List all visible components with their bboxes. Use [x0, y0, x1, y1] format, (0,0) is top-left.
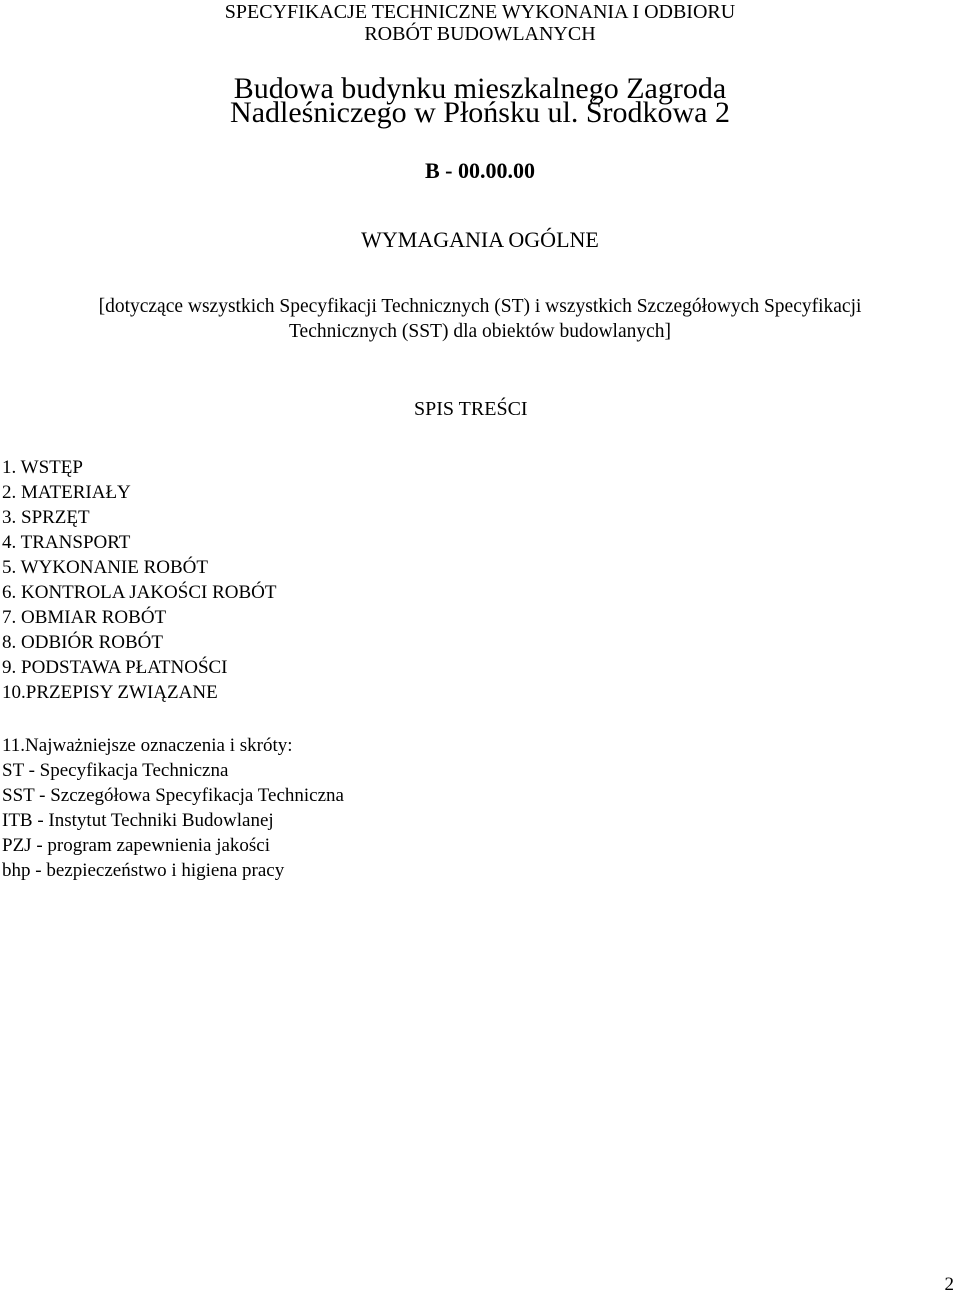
spec-header-line-2: ROBÓT BUDOWLANYCH	[364, 23, 596, 45]
toc-item: 1. WSTĘP	[2, 457, 83, 478]
toc-item: 7. OBMIAR ROBÓT	[2, 607, 167, 628]
spec-code: B - 00.00.00	[425, 158, 535, 183]
scope-note-line-1: [dotyczące wszystkich Specyfikacji Technicznych (ST) i wszystkich Szczegółowych Specyfikacji	[98, 296, 862, 317]
toc-list	[2, 455, 276, 705]
toc-item: 9. PODSTAWA PŁATNOŚCI	[2, 657, 228, 678]
toc-item: 8. ODBIÓR ROBÓT	[2, 632, 163, 653]
toc-item: 3. SPRZĘT	[2, 507, 90, 528]
toc-title: SPIS TREŚCI	[414, 398, 528, 420]
toc-item: 5. WYKONANIE ROBÓT	[2, 557, 208, 578]
abbreviation-item: bhp - bezpieczeństwo i higiena pracy	[2, 860, 285, 881]
section-title: WYMAGANIA OGÓLNE	[361, 227, 599, 252]
spec-header-line-1: SPECYFIKACJE TECHNICZNE WYKONANIA I ODBIORU	[224, 1, 736, 23]
page-number: 2	[944, 1274, 954, 1295]
toc-item: 6. KONTROLA JAKOŚCI ROBÓT	[2, 582, 277, 603]
abbreviations-heading: 11.Najważniejsze oznaczenia i skróty:	[2, 735, 293, 756]
toc-item: 10.PRZEPISY ZWIĄZANE	[2, 682, 218, 703]
abbreviation-item: ST - Specyfikacja Techniczna	[2, 760, 229, 781]
abbreviation-item: PZJ - program zapewnienia jakości	[2, 835, 271, 856]
toc-item: 4. TRANSPORT	[2, 532, 131, 553]
scope-note-line-2: Technicznych (SST) dla obiektów budowlanych]	[288, 321, 672, 342]
abbreviation-item: SST - Szczegółowa Specyfikacja Techniczna	[2, 785, 344, 806]
toc-item: 2. MATERIAŁY	[2, 482, 131, 503]
project-title-line-2: Nadleśniczego w Płońsku ul. Środkowa 2	[230, 96, 730, 129]
abbreviations-list	[2, 733, 344, 883]
abbreviation-item: ITB - Instytut Techniki Budowlanej	[2, 810, 274, 831]
project-title-line-1: Budowa budynku mieszkalnego Zagroda	[233, 72, 727, 105]
